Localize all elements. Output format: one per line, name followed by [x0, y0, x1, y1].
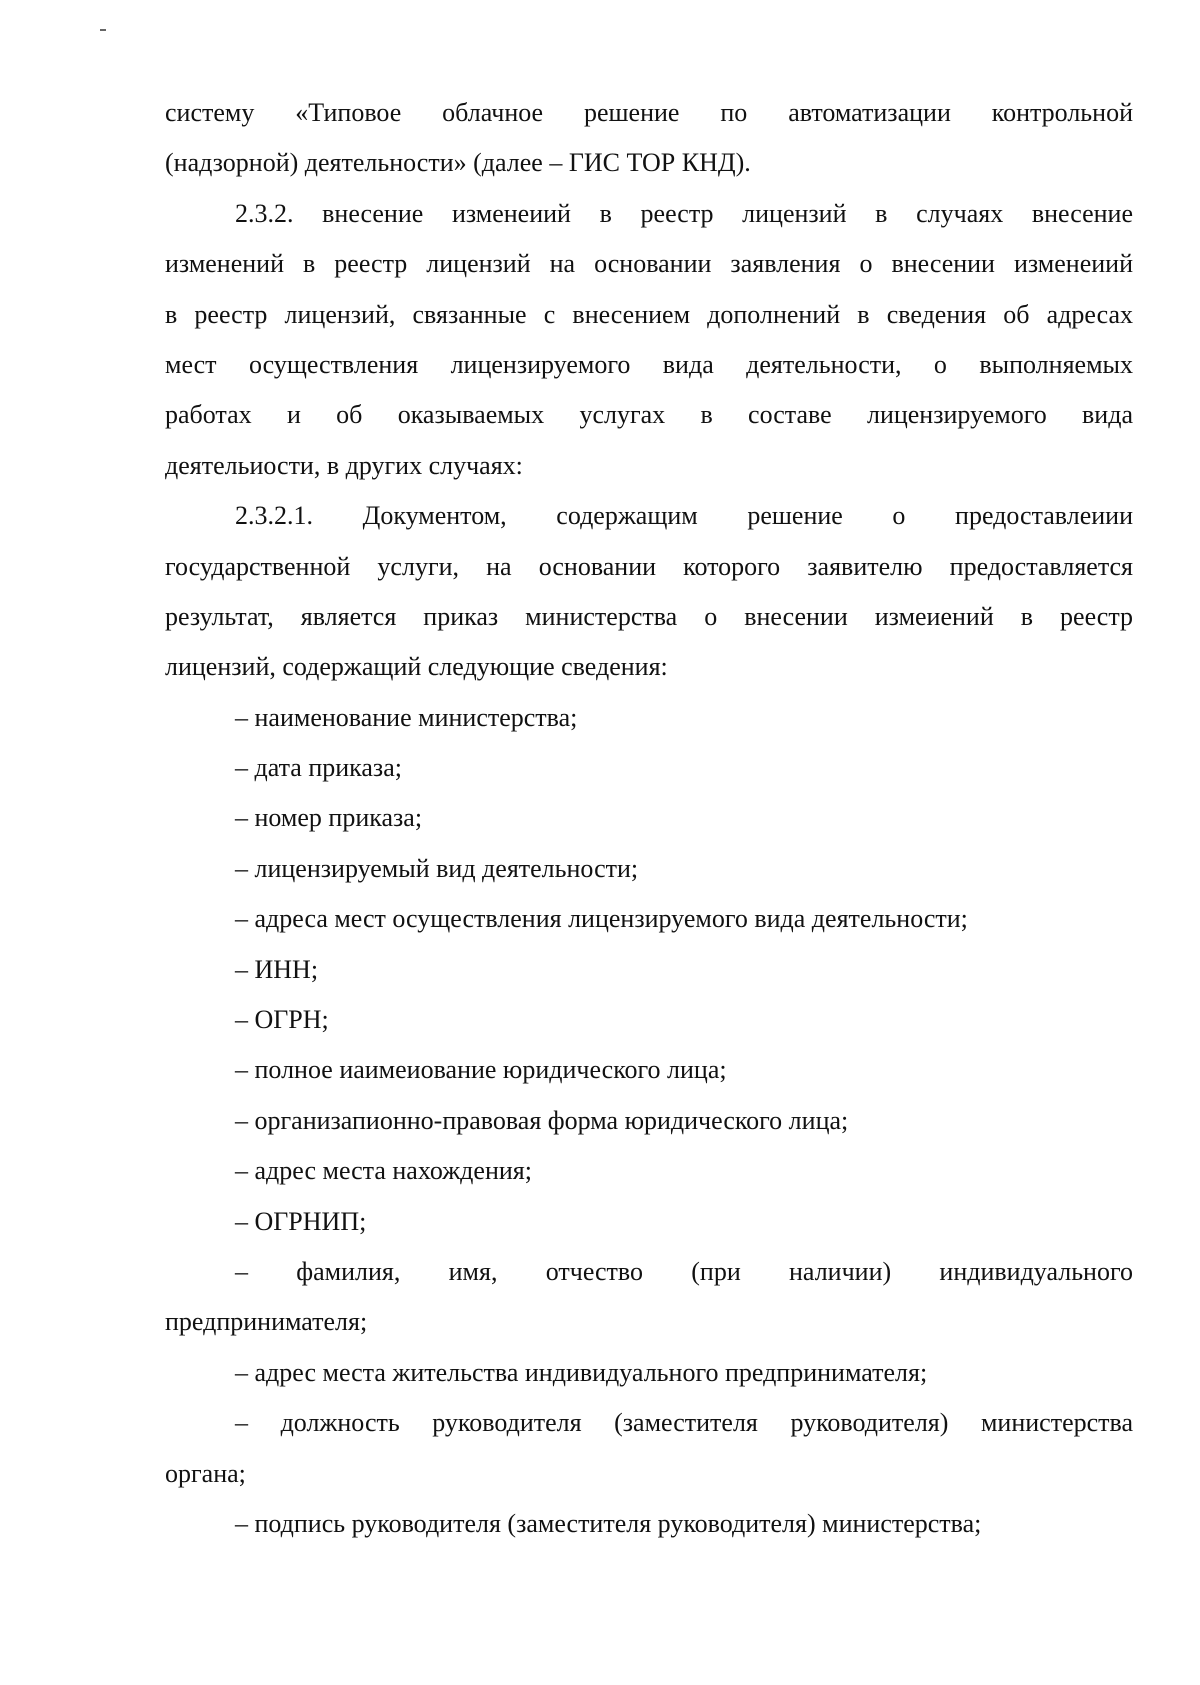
list-item: – наименование министерства; — [235, 702, 578, 732]
list-item: – лицензируемый вид деятельности; — [235, 853, 639, 883]
scan-speck — [100, 29, 106, 31]
list-item: – организапионно-правовая форма юридического лица; — [235, 1105, 849, 1135]
body-line: деятельиости, в других случаях: — [165, 450, 523, 480]
body-line: государственной услуги, на основании которого заявителю предоставляется — [165, 551, 1133, 581]
body-line: (надзорной) деятельности» (далее – ГИС ТОР КНД). — [165, 148, 751, 178]
list-item: – адреса мест осуществления лицензируемого вида деятельности; — [235, 904, 968, 934]
list-item-continuation: органа; — [165, 1458, 246, 1488]
list-item-continuation: предпринимателя; — [165, 1307, 368, 1337]
list-item: – полное иаимеиование юридического лица; — [235, 1055, 727, 1085]
body-line: мест осуществления лицензируемого вида деятельности, о выполняемых — [165, 349, 1133, 379]
list-item: – фамилия, имя, отчество (при наличии) индивидуального — [235, 1256, 1133, 1286]
list-item: – адрес места жительства индивидуального предпринимателя; — [235, 1357, 928, 1387]
body-line: изменений в реестр лицензий на основании заявления о внесении изменеиий — [165, 249, 1133, 279]
list-item: – ИНН; — [235, 954, 319, 984]
document-body — [165, 88, 1133, 1549]
list-item: – адрес места нахождения; — [235, 1156, 532, 1186]
body-line: системy «Типовое облачное решение по автоматизации контрольной — [165, 98, 1133, 127]
list-item: – номер приказа; — [235, 803, 423, 833]
list-item: – дата приказа; — [235, 753, 402, 783]
paragraph-first-line: 2.3.2. внесение изменеиий в реестр лицензий в случаях внесение — [235, 198, 1133, 228]
list-item: – ОГРНИП; — [235, 1206, 367, 1236]
list-item: – ОГРН; — [235, 1005, 329, 1035]
body-line: работах и об оказываемых услугах в составе лицензируемого вида — [165, 400, 1133, 430]
paragraph-first-line: 2.3.2.1. Документом, содержащим решение о предоставлеиии — [235, 501, 1133, 531]
list-item: – должность руководителя (заместителя руководителя) министерства — [235, 1408, 1133, 1438]
body-line: в реестр лицензий, связанные с внесением дополнений в сведения об адресах — [165, 299, 1133, 329]
body-line: результат, является приказ министерства о внесении измеиений в реестр — [165, 601, 1133, 631]
list-item: – подпись руководителя (заместителя руководителя) министерства; — [235, 1508, 982, 1538]
body-line: лицензий, содержащий следующие сведения: — [165, 652, 668, 682]
